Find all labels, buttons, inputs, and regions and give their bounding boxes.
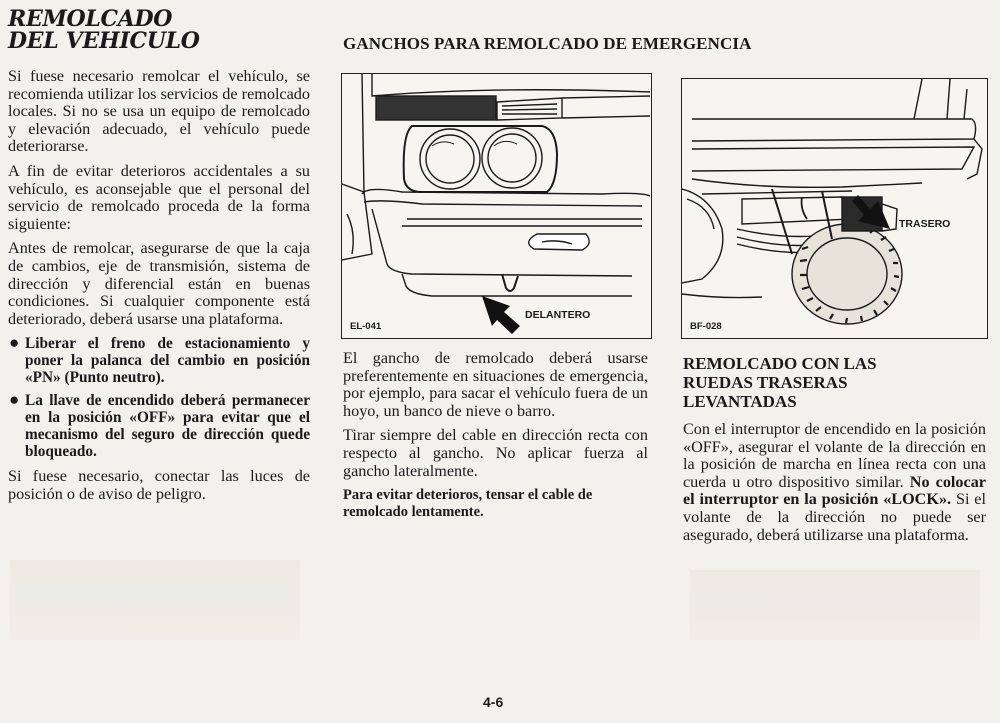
left-column: [8, 8, 310, 511]
right-column: [683, 354, 986, 551]
paragraph: Antes de remolcar, asegurarse de que la caja de cambios, eje de transmisión, sistema de dirección y diferencial están en buenas condiciones. Si cualquier componente está deteriorado, deberá usarse una plataforma.: [8, 239, 310, 328]
paragraph: El gancho de remolcado deberá usarse preferentemente en situaciones de emergencia, por ejemplo, para sacar el vehículo fuera de un hoyo, un banco de nieve o barro.: [343, 349, 648, 420]
front-hook-figure: [341, 73, 652, 339]
heading-line: REMOLCADO CON LAS: [683, 354, 877, 373]
bleed-through: [10, 560, 300, 640]
paragraph: Si fuese necesario, conectar las luces de posición o de aviso de peligro.: [8, 467, 310, 503]
bullet-icon: ●: [9, 390, 20, 410]
title-line: DEL VEHICULO: [8, 28, 200, 54]
paragraph: A fin de evitar deterioros accidentales a su vehículo, es aconsejable que el personal del servicio de remolcado proceda de la forma siguiente:: [8, 161, 310, 233]
paragraph: Si fuese necesario remolcar el vehículo, se recomienda utilizar los servicios de remolcado locales. Si no se usa un equipo de remolcado y elevación adecuado, el vehículo puede deteriorarse.: [8, 67, 310, 156]
list-item-text: Liberar el freno de estacionamiento y poner la palanca del cambio en posición «PN» (Punto neutro).: [25, 335, 310, 387]
figure-id: EL-041: [350, 321, 382, 332]
title-line: REMOLCADO: [8, 6, 173, 32]
subsection-heading: [683, 354, 986, 411]
bold-text-segment: No colocar el interruptor en la posición «LOCK».: [683, 472, 986, 509]
page-number: 4-6: [483, 694, 504, 710]
bleed-through: [690, 570, 980, 640]
front-label: DELANTERO: [525, 309, 591, 321]
list-item: [8, 392, 310, 460]
bullet-icon: ●: [9, 333, 20, 353]
rear-axle-illustration: [682, 79, 987, 338]
figure-id: BF-028: [690, 321, 722, 332]
warning-paragraph: Para evitar deterioros, tensar el cable de remolcado lentamente.: [343, 487, 593, 521]
heading-line: RUEDAS TRASERAS: [683, 373, 848, 392]
heading-line: LEVANTADAS: [683, 392, 797, 411]
middle-column: [343, 350, 648, 521]
instruction-list: [8, 335, 310, 460]
list-item-text: La llave de encendido deberá permanecer en la posición «OFF» para evitar que el mecanismo del seguro de dirección quede bloqueado.: [25, 392, 310, 461]
section-title: [8, 8, 310, 52]
text-segment: Si el volante de la dirección no puede ser asegurado, deberá utilizarse una plataforma.: [683, 490, 986, 544]
front-bumper-illustration: [342, 74, 651, 338]
paragraph: Tirar siempre del cable en dirección recta con respecto al gancho. No aplicar fuerza al gancho lateralmente.: [343, 426, 648, 480]
section-heading: GANCHOS PARA REMOLCADO DE EMERGENCIA: [343, 34, 752, 53]
list-item: [8, 335, 310, 386]
text-segment: Con el interruptor de encendido en la posición «OFF», asegurar el volante de la dirección en la posición de marcha en línea recta con una cuerda u otro dispositivo similar.: [683, 420, 986, 491]
rear-label: TRASERO: [899, 218, 951, 230]
paragraph: [683, 421, 986, 544]
rear-hook-figure: [681, 78, 988, 339]
